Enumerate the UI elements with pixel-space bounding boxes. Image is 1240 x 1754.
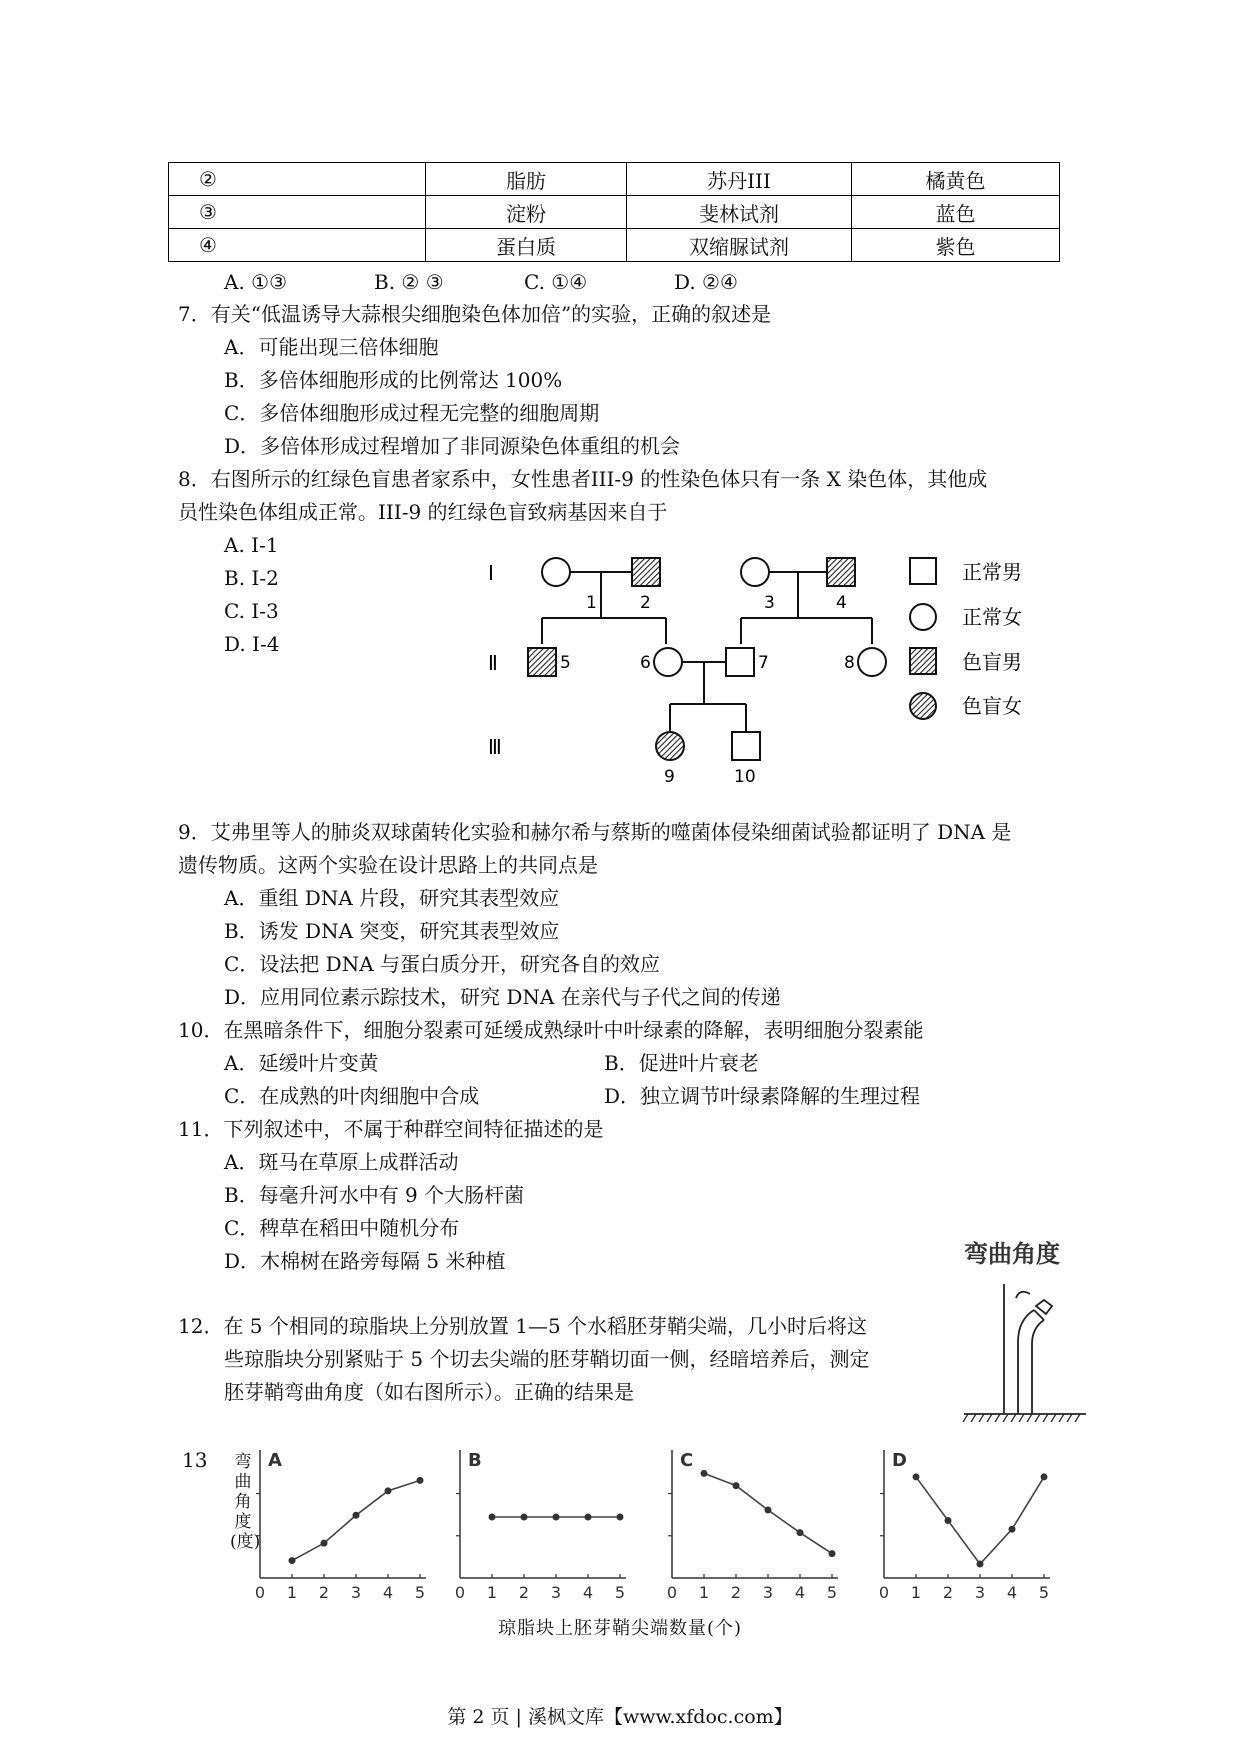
table-cell: 淀粉 (426, 196, 627, 229)
chart-panel-title: D (892, 1450, 907, 1471)
individual-number: 3 (764, 593, 775, 613)
option: A. Ⅰ-1 (224, 533, 279, 557)
chart-tick-label: 0 (254, 1583, 266, 1602)
question-stem: 胚芽鞘弯曲角度（如右图所示）。正确的结果是 (224, 1380, 634, 1404)
legend-female-affected-icon (910, 693, 936, 719)
chart-tick-label: 2 (942, 1583, 954, 1602)
chart-tick-label: 3 (762, 1583, 774, 1602)
chart-tick-label: 4 (1006, 1583, 1018, 1602)
pedigree-male-normal-icon (732, 732, 760, 760)
chart-data-point (489, 1514, 496, 1521)
chart-data-point (321, 1540, 328, 1547)
individual-number: 1 (586, 593, 597, 613)
table-row (169, 196, 1060, 229)
option: B．诱发 DNA 突变，研究其表型效应 (224, 919, 560, 943)
option: A．延缓叶片变黄 (224, 1051, 379, 1075)
question-stem: 8．右图所示的红绿色盲患者家系中，女性患者III-9 的性染色体只有一条 X 染色体，其他成 (178, 467, 988, 491)
page-footer: 第 2 页 | 溪枫文库【www.xfdoc.com】 (447, 1706, 793, 1728)
chart-tick-label: 5 (826, 1583, 838, 1602)
question-number: 13 (182, 1448, 208, 1472)
option: A．可能出现三倍体细胞 (224, 335, 439, 359)
chart-tick-label: 5 (1038, 1583, 1050, 1602)
chart-data-point (797, 1529, 804, 1536)
chart-data-point (553, 1514, 560, 1521)
individual-number: 9 (664, 767, 675, 787)
chart-series-line (916, 1477, 1044, 1564)
table-cell: 紫色 (852, 229, 1060, 262)
q6-option: B. ② ③ (374, 270, 444, 294)
chart-tick-label: 3 (350, 1583, 362, 1602)
individual-number: 4 (836, 593, 847, 613)
table-cell: ④ (169, 229, 426, 262)
option: C．稗草在稻田中随机分布 (224, 1216, 460, 1240)
option: D. Ⅰ-4 (224, 632, 280, 656)
legend-male-affected-icon (910, 648, 936, 674)
question-stem: 12．在 5 个相同的琼脂块上分别放置 1—5 个水稻胚芽鞘尖端，几小时后将这 (178, 1314, 868, 1338)
question-stem: 11．下列叙述中，不属于种群空间特征描述的是 (178, 1117, 604, 1141)
option: D．多倍体形成过程增加了非同源染色体重组的机会 (224, 434, 681, 458)
pedigree-male-affected-icon (632, 558, 660, 586)
option: D．应用同位素示踪技术，研究 DNA 在亲代与子代之间的传递 (224, 985, 781, 1009)
option: B．促进叶片衰老 (604, 1051, 759, 1075)
reagent-table (168, 162, 1060, 262)
chart-tick-label: 4 (582, 1583, 594, 1602)
figure-label: 弯曲角度 (964, 1240, 1060, 1268)
chart-data-point (353, 1512, 360, 1519)
table-row (169, 229, 1060, 262)
chart-data-point (829, 1550, 836, 1557)
chart-tick-label: 1 (698, 1583, 710, 1602)
chart-data-point (585, 1514, 592, 1521)
table-cell: 橘黄色 (852, 163, 1060, 196)
chart-panel-title: A (268, 1450, 282, 1471)
chart-tick-label: 2 (318, 1583, 330, 1602)
question-stem: 10．在黑暗条件下，细胞分裂素可延缓成熟绿叶中叶绿素的降解，表明细胞分裂素能 (178, 1018, 924, 1042)
individual-number: 6 (640, 653, 651, 673)
table-cell: ② (169, 163, 426, 196)
chart-tick-label: 3 (974, 1583, 986, 1602)
generation-label: Ⅱ (488, 651, 498, 675)
chart-y-axis-label: 弯曲角度(度) (230, 1452, 261, 1552)
chart-data-point (385, 1487, 392, 1494)
chart-tick-label: 2 (730, 1583, 742, 1602)
question-stem: 7．有关“低温诱导大蒜根尖细胞染色体加倍”的实验，正确的叙述是 (178, 302, 772, 326)
option: A．重组 DNA 片段，研究其表型效应 (224, 886, 560, 910)
chart-data-point (733, 1482, 740, 1489)
option: D．木棉树在路旁每隔 5 米种植 (224, 1249, 506, 1273)
table-cell: 双缩脲试剂 (627, 229, 852, 262)
chart-tick-label: 1 (486, 1583, 498, 1602)
individual-number: 8 (844, 653, 855, 673)
chart-series-line (292, 1480, 420, 1560)
chart-data-point (765, 1507, 772, 1514)
chart-data-point (289, 1557, 296, 1564)
individual-number: 10 (734, 767, 756, 787)
table-cell: 蓝色 (852, 196, 1060, 229)
option: C. Ⅰ-3 (224, 599, 279, 623)
legend-label: 色盲女 (962, 694, 1022, 718)
individual-number: 2 (640, 593, 651, 613)
legend-label: 正常女 (962, 605, 1022, 629)
option: C．设法把 DNA 与蛋白质分开，研究各自的效应 (224, 952, 660, 976)
chart-x-axis-label: 琼脂块上胚芽鞘尖端数量(个) (497, 1618, 743, 1639)
chart-tick-label: 1 (910, 1583, 922, 1602)
individual-number: 5 (560, 653, 571, 673)
chart-data-point (417, 1477, 424, 1484)
question-stem: 员性染色体组成正常。III-9 的红绿色盲致病基因来自于 (178, 500, 668, 524)
generation-label: Ⅰ (488, 561, 494, 585)
question-stem: 9．艾弗里等人的肺炎双球菌转化实验和赫尔希与蔡斯的噬菌体侵染细菌试验都证明了 DNA 是 (178, 820, 1012, 844)
pedigree-male-affected-icon (827, 558, 855, 586)
q6-options (224, 268, 824, 296)
option: C．在成熟的叶肉细胞中合成 (224, 1084, 480, 1108)
pedigree-female-affected-icon (656, 732, 684, 760)
question-stem: 遗传物质。这两个实验在设计思路上的共同点是 (178, 853, 598, 877)
table-cell: 脂肪 (426, 163, 627, 196)
q6-option: A. ①③ (224, 270, 288, 294)
chart-data-point (1041, 1473, 1048, 1480)
chart-tick-label: 4 (382, 1583, 394, 1602)
coleoptile-figure (960, 1236, 1090, 1432)
chart-data-point (617, 1514, 624, 1521)
chart-tick-label: 0 (666, 1583, 678, 1602)
option: D．独立调节叶绿素降解的生理过程 (604, 1084, 921, 1108)
chart-tick-label: 1 (286, 1583, 298, 1602)
legend-female-normal-icon (910, 604, 936, 630)
chart-tick-label: 4 (794, 1583, 806, 1602)
pedigree-female-normal-icon (542, 558, 570, 586)
q6-option: C. ①④ (524, 270, 588, 294)
option: B．每毫升河水中有 9 个大肠杆菌 (224, 1183, 525, 1207)
option: A．斑马在草原上成群活动 (224, 1150, 459, 1174)
table-cell: 蛋白质 (426, 229, 627, 262)
chart-data-point (521, 1514, 528, 1521)
pedigree-male-normal-icon (726, 648, 754, 676)
option: C．多倍体细胞形成过程无完整的细胞周期 (224, 401, 600, 425)
legend-label: 色盲男 (962, 650, 1022, 674)
chart-tick-label: 0 (454, 1583, 466, 1602)
legend-male-normal-icon (910, 558, 936, 584)
chart-data-point (913, 1473, 920, 1480)
table-row (169, 163, 1060, 196)
table-cell: 斐林试剂 (627, 196, 852, 229)
pedigree-figure (470, 540, 1080, 790)
pedigree-male-affected-icon (528, 648, 556, 676)
pedigree-female-normal-icon (858, 648, 886, 676)
chart-tick-label: 5 (614, 1583, 626, 1602)
option: B. Ⅰ-2 (224, 566, 279, 590)
legend-label: 正常男 (962, 560, 1022, 584)
chart-tick-label: 0 (878, 1583, 890, 1602)
chart-data-point (945, 1517, 952, 1524)
option: B．多倍体细胞形成的比例常达 100% (224, 368, 563, 392)
generation-label: Ⅲ (488, 735, 502, 759)
chart-data-point (977, 1561, 984, 1568)
chart-tick-label: 2 (518, 1583, 530, 1602)
individual-number: 7 (758, 653, 769, 673)
pedigree-female-normal-icon (741, 558, 769, 586)
chart-data-point (1009, 1526, 1016, 1533)
chart-panel-title: B (468, 1450, 482, 1471)
chart-tick-label: 5 (414, 1583, 426, 1602)
chart-panel-title: C (680, 1450, 694, 1471)
table-cell: ③ (169, 196, 426, 229)
pedigree-female-normal-icon (654, 648, 682, 676)
chart-data-point (701, 1470, 708, 1477)
bending-angle-charts (0, 1440, 1240, 1610)
table-cell: 苏丹III (627, 163, 852, 196)
q6-option: D. ②④ (674, 270, 738, 294)
chart-tick-label: 3 (550, 1583, 562, 1602)
question-stem: 些琼脂块分别紧贴于 5 个切去尖端的胚芽鞘切面一侧，经暗培养后，测定 (224, 1347, 870, 1371)
